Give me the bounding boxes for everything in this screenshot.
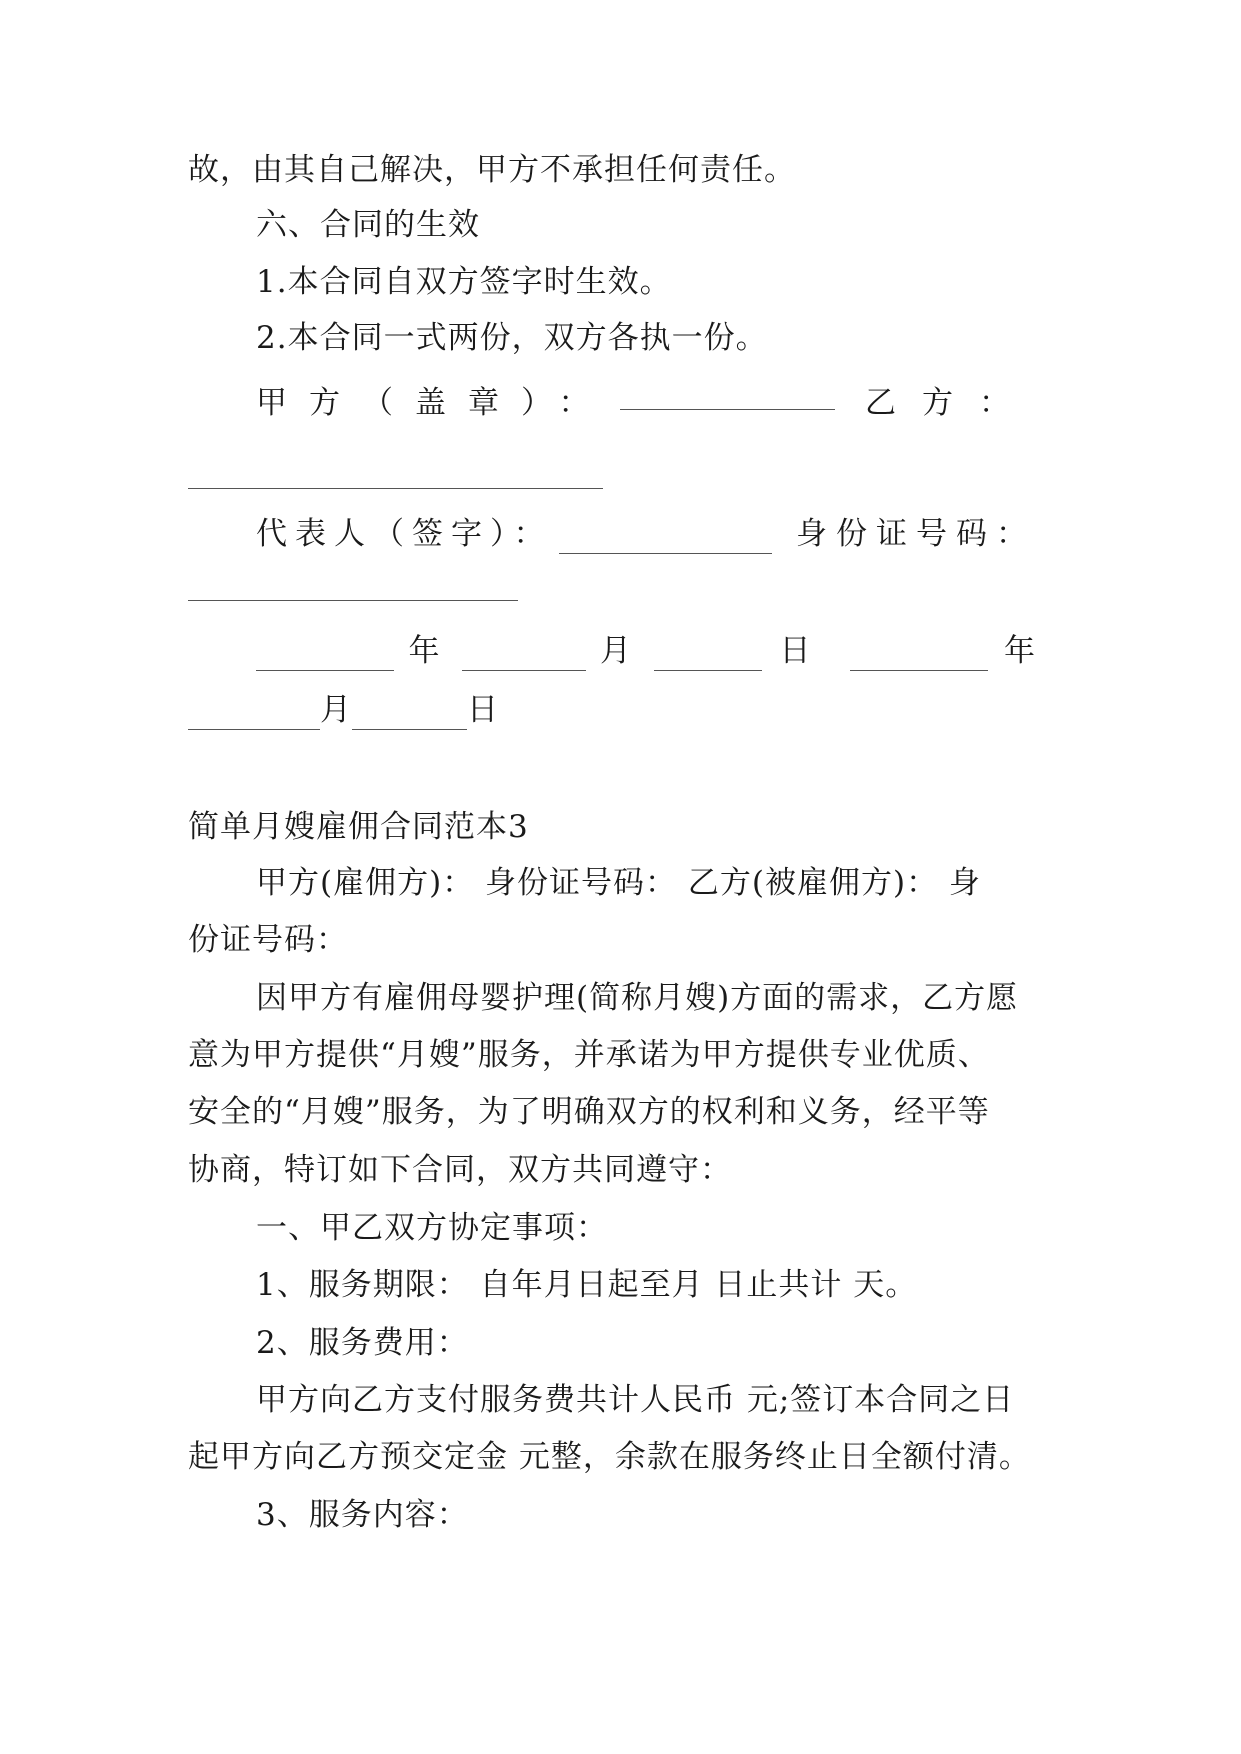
paragraph-line: 故，由其自己解决，甲方不承担任何责任。: [188, 152, 796, 188]
signature-row-representative: [256, 514, 1036, 554]
paragraph-line: 安全的“月嫂”服务，为了明确双方的权利和义务，经平等: [188, 1094, 990, 1130]
party-a-signature-blank: [620, 383, 836, 410]
id-number-label: 身份证号码：: [796, 516, 1036, 552]
clause-line: 2、服务费用：: [256, 1325, 469, 1361]
representative-label: 代表人（签字）：: [256, 516, 553, 552]
clause-line: 2.本合同一式两份，双方各执一份。: [256, 320, 768, 356]
date-row: [256, 631, 1036, 671]
contract-title: 简单月嫂雇佣合同范本3: [188, 809, 529, 845]
year-blank: [256, 644, 394, 671]
paragraph-line: 甲方(雇佣方)： 身份证号码： 乙方(被雇佣方)： 身: [256, 865, 981, 901]
month-label: 月: [599, 633, 632, 669]
signature-continuation: [188, 570, 518, 611]
month-label: 月: [320, 692, 352, 728]
paragraph-line: 因甲方有雇佣母婴护理(简称月嫂)方面的需求，乙方愿: [256, 980, 1019, 1016]
day-blank: [352, 703, 467, 730]
signature-continuation: [188, 458, 603, 499]
paragraph-line: 份证号码：: [188, 922, 348, 958]
day-label: 日: [467, 692, 499, 728]
month-blank: [188, 703, 320, 730]
id-number-blank: [188, 570, 518, 601]
paragraph-line: 甲方向乙方支付服务费共计人民币 元;签订本合同之日: [256, 1382, 1015, 1418]
paragraph-line: 意为甲方提供“月嫂”服务，并承诺为甲方提供专业优质、: [188, 1037, 990, 1073]
paragraph-line: 协商，特订如下合同，双方共同遵守：: [188, 1152, 732, 1188]
clause-line: 1、服务期限： 自年月日起至月 日止共计 天。: [256, 1267, 918, 1303]
party-b-label: 乙方：: [865, 385, 1036, 421]
party-b-signature-blank: [188, 458, 603, 489]
month-blank: [462, 644, 585, 671]
signature-row-party: [256, 383, 1036, 423]
representative-signature-blank: [559, 527, 773, 554]
day-blank: [654, 644, 762, 671]
year-label: 年: [408, 633, 441, 669]
paragraph-line: 起甲方向乙方预交定金 元整，余款在服务终止日全额付清。: [188, 1439, 1031, 1475]
section-heading: 一、甲乙双方协定事项：: [256, 1210, 608, 1246]
party-a-seal-label: 甲方（盖章）：: [256, 385, 612, 421]
year-blank: [850, 644, 988, 671]
day-label: 日: [779, 633, 812, 669]
section-heading: 六、合同的生效: [256, 207, 480, 243]
date-row-continuation: [188, 690, 499, 730]
clause-line: 3、服务内容：: [256, 1497, 469, 1533]
clause-line: 1.本合同自双方签字时生效。: [256, 264, 672, 300]
year-label: 年: [1003, 633, 1036, 669]
